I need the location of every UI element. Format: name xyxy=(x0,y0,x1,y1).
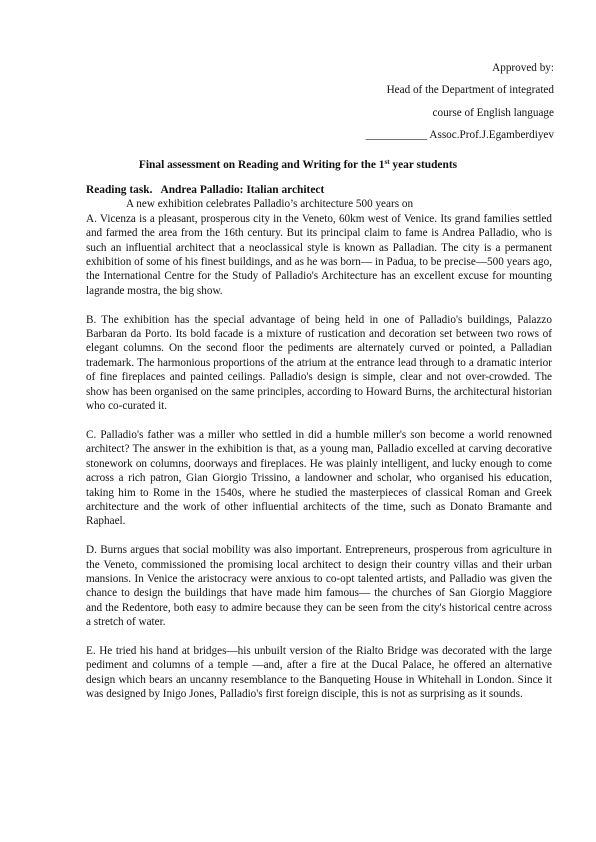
title-superscript: st xyxy=(384,158,390,166)
title-main: Final assessment on Reading and Writing for the 1 xyxy=(138,159,385,171)
reading-content xyxy=(86,183,552,716)
title-rest: year students xyxy=(389,159,458,171)
approval-line-course: course of English language xyxy=(432,106,554,119)
task-label: Reading task. xyxy=(86,184,153,196)
approval-line-approved-by: Approved by: xyxy=(492,62,554,74)
approval-line-signature: ___________ Assoc.Prof.J.Egamberdiyev xyxy=(365,129,554,142)
approval-block xyxy=(366,57,554,147)
reading-task-heading xyxy=(86,183,552,197)
paragraph-a: A. Vicenza is a pleasant, prosperous city in the Veneto, 60km west of Venice. Its grand families settled and farmed the area from the 16th century. But its principal claim to fame is Andrea Palladio, who is such an influential architect that a neoclassical style is known as Palladian. The city is a permanent exhibition of some of his finest buildings, and as he was born— in Padua, to be precise—500 years ago, the International Centre for the Study of Palladio's Architecture has an excellent excuse for mounting lagrande mostra, the big show. xyxy=(86,212,552,297)
approval-line-head: Head of the Department of integrated xyxy=(386,84,554,97)
task-title: Andrea Palladio: Italian architect xyxy=(160,184,325,196)
paragraph-b: B. The exhibition has the special advantage of being held in one of Palladio's buildings, Palazzo Barbaran da Porto. Its bold facade is a mixture of rustication and decoration set between two rows of elegant columns. On the second floor the pediments are alternately curved or pointed, a Palladian trademark. The harmonious proportions of the atrium at the entrance lead through to a dramatic interior of fine fireplaces and painted ceilings. Palladio's design is simple, clear and not over-crowded. The show has been organised on the same principles, according to Howard Burns, the architectural historian who co-curated it. xyxy=(86,313,552,413)
page-title xyxy=(0,158,596,172)
article-subtitle: A new exhibition celebrates Palladio’s architecture 500 years on xyxy=(126,198,414,211)
paragraph-e: E. He tried his hand at bridges—his unbuilt version of the Rialto Bridge was decorated with the large pediment and columns of a temple —and, after a fire at the Ducal Palace, he offered an alternative design which bears an uncanny resemblance to the Banqueting House in Whitehall in London. Since it was designed by Inigo Jones, Palladio's first foreign disciple, this is not as surprising as it sounds. xyxy=(86,644,552,701)
paragraph-c: C. Palladio's father was a miller who settled in did a humble miller's son become a world renowned architect? The answer in the exhibition is that, as a young man, Palladio excelled at carving decorative stonework on columns, doorways and fireplaces. He was plainly intelligent, and lucky enough to come across a rich patron, Gian Giorgio Trissino, a landowner and scholar, who organised his education, taking him to Rome in the 1540s, where he studied the masterpieces of classical Roman and Greek architecture and the work of other influential architects of the time, such as Donato Bramante and Raphael. xyxy=(86,428,552,528)
paragraph-d: D. Burns argues that social mobility was also important. Entrepreneurs, prosperous from agriculture in the Veneto, commissioned the promising local architect to design their country villas and their urban mansions. In Venice the aristocracy were anxious to co-opt talented artists, and Palladio was given the chance to design the buildings that have made him famous— the churches of San Giorgio Maggiore and the Redentore, both easy to admire because they can be seen from the city's historical centre across a stretch of water. xyxy=(86,544,552,629)
